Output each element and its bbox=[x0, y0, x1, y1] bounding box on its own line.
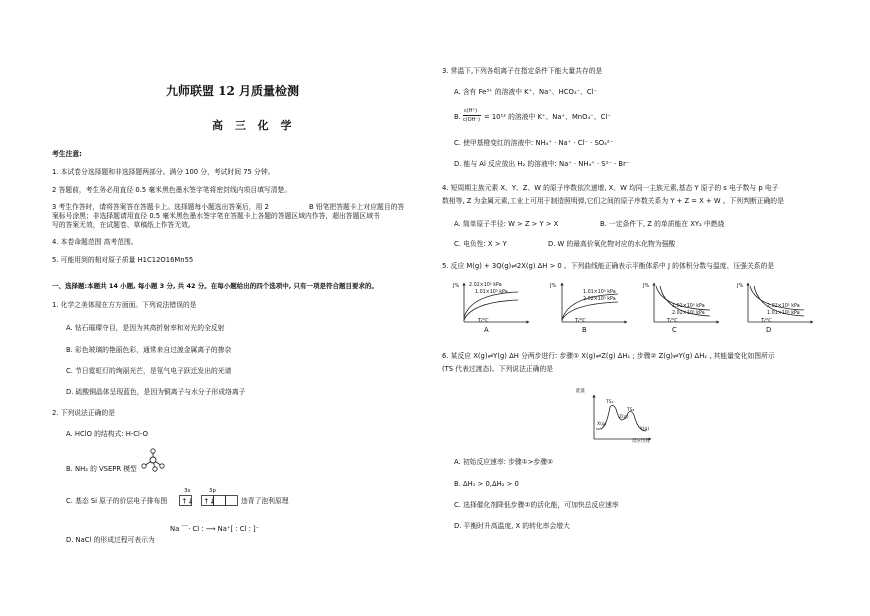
q4-option-c: C. 电负性: X > Y bbox=[454, 240, 507, 248]
q3-fraction-numerator: c(H⁺) bbox=[464, 108, 478, 114]
q5-stem: 5. 反应 M(g) + 3Q(g)⇌2X(g) ΔH > 0 。下列曲线能正确表示平衡体系中 J 的体积分数与温度、压强关系的是 bbox=[442, 262, 775, 270]
q1-option-a: A. 钻石璀璨夺目，是因为其高折射率和对光的全反射 bbox=[66, 324, 225, 332]
q5-d-ylabel: J% bbox=[737, 283, 744, 289]
q5-c-ylabel: J% bbox=[643, 283, 650, 289]
q6-stem-line1: 6. 某反应 X(g)⇌Y(g) ΔH 分两步进行: 步骤① X(g)⇌Z(g) ΔH₁ ; 步骤② Z(g)⇌Y(g) ΔH₂ , 其能量变化如图所示 bbox=[442, 352, 775, 360]
notice-title: 考生注意: bbox=[52, 150, 82, 158]
notice-item-3d: 写的答案无效，在试题卷、草稿纸上作答无效。 bbox=[52, 221, 195, 229]
notice-item-1: 1. 本试卷分选择题和非选择题两部分。满分 100 分，考试时间 75 分钟。 bbox=[52, 168, 275, 176]
q5-label-c: C bbox=[672, 326, 677, 334]
orbital-diagram bbox=[179, 495, 239, 507]
q6-y-label: Y(g) bbox=[640, 427, 650, 432]
q5-c-legend-hi: 2.02×10⁵ kPa bbox=[672, 311, 705, 316]
notice-item-3a: 3 考生作答时，请将答案答在答题卡上。选择题每小题选出答案后，用 2 bbox=[52, 203, 269, 211]
q5-b-ylabel: J% bbox=[550, 283, 557, 289]
q1-option-d: D. 硫酸铜晶体呈现蓝色，是因为铜离子与水分子形成络离子 bbox=[66, 388, 246, 396]
q2-option-d: D. NaCl 的形成过程可表示为 bbox=[66, 536, 155, 544]
q4-option-a: A. 简单原子半径: W > Z > Y > X bbox=[454, 220, 559, 228]
q5-a-legend-lo: 1.01×10⁵ kPa bbox=[475, 290, 508, 295]
q6-option-d: D. 平衡时升高温度, X 的转化率会增大 bbox=[454, 522, 570, 530]
q5-a-ylabel: J% bbox=[453, 283, 460, 289]
q6-option-a: A. 初始反应速率: 步骤①>步骤② bbox=[454, 458, 554, 466]
q4-stem-line2: 数相等, Z 为金属元素,工业上可用于制造照明弹,它们之间的原子序数关系为 Y + Z = X + W 。下列判断正确的是 bbox=[442, 197, 784, 205]
q4-option-b: B. 一定条件下, Z 的单质能在 XY₂ 中燃烧 bbox=[600, 220, 725, 228]
notice-item-5: 5. 可能用到的相对原子质量 H1C12O16Mn55 bbox=[52, 256, 194, 264]
q4-option-d: D. W 的最高价氧化物对应的水化物为强酸 bbox=[548, 240, 676, 248]
notice-item-3b: B 铅笔把答题卡上对应题目的答 bbox=[309, 203, 405, 211]
q6-ts2-label: TS₂ bbox=[627, 408, 635, 413]
q5-b-legend-hi: 2.02×10⁵ kPa bbox=[583, 297, 616, 302]
q3-stem: 3. 常温下,下列各组离子在指定条件下能大量共存的是 bbox=[442, 67, 603, 75]
q3-fraction-bar bbox=[463, 115, 481, 116]
q5-c-xlabel: T/°C bbox=[667, 318, 678, 324]
q6-option-c: C. 选择催化剂降低步骤①的活化能，可加快总反应速率 bbox=[454, 501, 619, 509]
orbital-3s-label: 3s bbox=[184, 488, 191, 494]
q5-a-legend-hi: 2.02×10⁵ kPa bbox=[469, 283, 502, 288]
notice-item-2: 2 答题前，考生务必用直径 0.5 毫米黑色墨水签字笔将密封线内项目填写清楚。 bbox=[52, 186, 292, 194]
q1-option-c: C. 节日霓虹灯的绚丽光芒，是氖气电子跃迁发出的光谱 bbox=[66, 367, 232, 375]
q2-option-c-tail: 违背了泡利原理 bbox=[241, 497, 289, 505]
q6-fig-ylabel: 能量 bbox=[576, 389, 585, 394]
q5-b-legend-lo: 1.01×10⁵ kPa bbox=[583, 290, 616, 295]
q5-label-b: B bbox=[582, 326, 587, 334]
q5-label-a: A bbox=[484, 326, 489, 334]
nacl-formation-equation: Na ⌒· Cl : ⟶ Na⁺[ : Cl : ]⁻ bbox=[170, 525, 260, 533]
q5-d-legend-lo: 1.01×10⁵ kPa bbox=[767, 311, 800, 316]
q2-option-c: C. 基态 Si 原子的价层电子排布图 bbox=[66, 497, 168, 505]
q6-fig-xlabel: 反应历程 bbox=[632, 439, 650, 444]
q6-z-label: Z(g) bbox=[619, 415, 629, 420]
q6-stem-line2: (TS 代表过渡态)。下列说法正确的是 bbox=[442, 365, 554, 373]
q6-ts1-label: TS₁ bbox=[606, 400, 614, 405]
subject-title: 高 三 化 学 bbox=[212, 119, 296, 132]
svg-text:↑↓: ↑↓ bbox=[203, 497, 216, 506]
q5-d-legend-hi: 2.02×10⁵ kPa bbox=[767, 304, 800, 309]
orbital-3p-label: 3p bbox=[209, 488, 216, 494]
section-heading: 一、选择题:本题共 14 小题, 每小题 3 分, 共 42 分。在每小题给出的四个选项中, 只有一项是符合题目要求的。 bbox=[52, 282, 378, 290]
exam-title: 九师联盟 12 月质量检测 bbox=[166, 84, 300, 98]
q1-stem: 1. 化学之美体现在方方面面。下列说法错误的是 bbox=[52, 301, 197, 309]
notice-item-3c: 案标号涂黑；非选择题请用直径 0.5 毫米黑色墨水签字笔在答题卡上各题的答题区域内作答，超出答题区域书 bbox=[52, 212, 380, 220]
q5-b-xlabel: T/°C bbox=[575, 318, 586, 324]
q3-fraction-denominator: c(OH⁻) bbox=[463, 117, 480, 123]
q5-c-legend-lo: 1.01×10⁵ kPa bbox=[672, 304, 705, 309]
q3-option-b-prefix: B. bbox=[454, 113, 461, 121]
q1-option-b: B. 彩色玻璃的艳丽色彩，通常来自过渡金属离子的掺杂 bbox=[66, 346, 232, 354]
q2-stem: 2. 下列说法正确的是 bbox=[52, 409, 116, 417]
notice-item-4: 4. 本卷命题范围 高考范围。 bbox=[52, 238, 138, 246]
q5-d-xlabel: T/°C bbox=[761, 318, 772, 324]
q3-option-b: = 10¹² 的溶液中 K⁺、Na⁺、MnO₄⁻、Cl⁻ bbox=[484, 113, 611, 121]
q3-option-a: A. 含有 Fe³⁺ 的溶液中 K⁺、Na⁺、HCO₃⁻、Cl⁻ bbox=[454, 88, 598, 96]
svg-text:↑↓: ↑↓ bbox=[181, 497, 194, 506]
vsepr-model-figure bbox=[140, 448, 170, 472]
q2-option-a: A. HClO 的结构式: H-Cl-O bbox=[66, 430, 148, 438]
q3-option-c: C. 使甲基橙变红的溶液中: NH₄⁺ · Na⁺ · Cl⁻ · SO₄²⁻ bbox=[454, 139, 614, 147]
q6-option-b: B. ΔH₁ > 0,ΔH₂ > 0 bbox=[454, 480, 519, 488]
q5-label-d: D bbox=[766, 326, 772, 334]
q2-option-b: B. NH₃ 的 VSEPR 模型 bbox=[66, 465, 137, 473]
q4-stem-line1: 4. 短周期主族元素 X、Y、Z、W 的原子序数依次递增, X、W 均同一主族元素,基态 Y 原子的 s 电子数与 p 电子 bbox=[442, 184, 779, 192]
q3-option-d: D. 能与 Al 反应放出 H₂ 的溶液中: Na⁺ · NH₄⁺ · S²⁻ · Br⁻ bbox=[454, 160, 630, 168]
q5-a-xlabel: T/°C bbox=[478, 318, 489, 324]
q6-x-label: X(g) bbox=[597, 422, 607, 427]
